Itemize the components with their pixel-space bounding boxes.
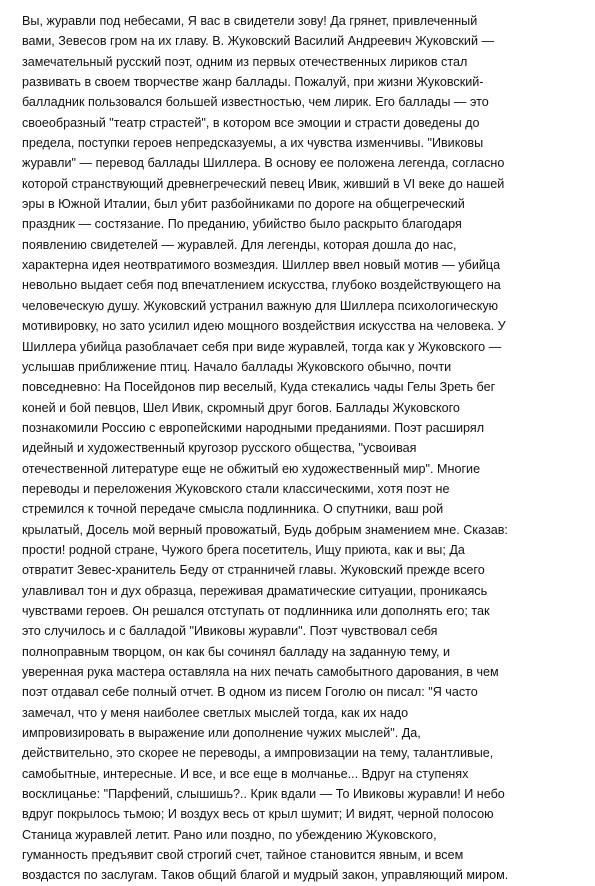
text-line: уверенная рука мастера оставляла на них печать самобытного дарования, в чем — [22, 665, 499, 679]
text-line: балладник пользовался большей известностью, чем лирик. Его баллады — это — [22, 95, 489, 110]
text-line: прости! родной стране, Чужого брега посетитель, Ищу приюта, как и вы; Да — [22, 542, 465, 557]
text-line: своеобразный "театр страстей", в котором все эмоции и страсти доведены до — [22, 115, 480, 130]
text-line: поэт отдавал себе полный отчет. В одном из писем Гоголю он писал: "Я часто — [22, 685, 478, 700]
text-line: предела, поступки героев непредсказуемы, а их чувства изменчивы. "Ивиковы — [22, 136, 484, 151]
text-line: стремился к точной передаче смысла подлинника. О спутники, ваш рой — [22, 502, 444, 517]
text-line: появлению свидетелей — журавлей. Для легенды, которая дошла до нас, — [22, 237, 457, 252]
text-line: которой странствующий древнегреческий певец Ивик, живший в VI веке до нашей — [22, 176, 505, 191]
text-line: чувствами героев. Он решался отступать от подлинника или дополнять его; так — [22, 603, 490, 618]
text-line: невольно выдает себя под впечатлением искусства, глубоко воздействующего на — [22, 278, 501, 293]
text-line: самобытные, интересные. И все, и все еще в молчанье... Вдруг на ступенях — [22, 766, 469, 781]
text-line: Станица журавлей летит. Рано или поздно, по убеждению Жуковского, — [22, 827, 437, 842]
text-line: характерна идея неотвратимого возмездия. Шиллер ввел новый мотив — убийца — [22, 258, 501, 273]
text-line: гуманность предъявит свой строгий счет, тайное становится явным, и всем — [22, 848, 464, 863]
text-line: повседневно: На Посейдонов пир веселый, Куда стекались чады Гелы Зреть бег — [22, 380, 496, 395]
text-line: Шиллера убийца разоблачает себя при виде журавлей, тогда как у Жуковского — — [22, 339, 502, 354]
text-line: восклицанье: "Парфений, слышишь?.. Крик вдали — То Ивиковы журавли! И небо — [22, 787, 505, 802]
text-line: Вы, журавли под небесами, Я вас в свидетели зову! Да грянет, привлеченный — [22, 14, 478, 28]
text-line: познакомили Россию с европейскими народными преданиями. Поэт расширял — [22, 420, 485, 435]
text-line: действительно, это скорее не переводы, а импровизации на тему, талантливые, — [22, 746, 494, 761]
text-line: человеческую душу. Жуковский устранил важную для Шиллера психологическую — [22, 298, 499, 313]
text-line: импровизировать в выражение или дополнение чужих мыслей". Да, — [22, 726, 421, 741]
text-line: идейный и художественный кругозор русского общества, "усвоивая — [22, 441, 417, 456]
text-line: праздник — состязание. По преданию, убийство было раскрыто благодаря — [22, 217, 462, 232]
essay-text — [22, 11, 574, 886]
text-line: журавли" — перевод баллады Шиллера. В основу ее положена легенда, согласно — [22, 156, 505, 171]
text-line: замечательный русский поэт, одним из первых отечественных лириков стал — [22, 54, 468, 69]
text-line: вдруг покрылось тьмою; И воздух весь от крыл шумит; И видят, черной полосою — [22, 807, 494, 822]
text-line: развивать в своем творчестве жанр баллады. Пожалуй, при жизни Жуковский- — [22, 75, 484, 90]
text-line: полноправным творцом, он как бы сочинял балладу на заданную тему, и — [22, 644, 451, 659]
text-line: воздастся по заслугам. Таков общий благой и мудрый закон, управляющий миром. — [22, 868, 509, 883]
text-line: мотивировку, но зато усилил идею мощного воздействия искусства на человека. У — [22, 319, 506, 334]
text-line: крылатый, Досель мой верный провожатый, Будь добрым знамением мне. Сказав: — [22, 522, 508, 537]
text-line: это случилось и с балладой "Ивиковы журавли". Поэт чувствовал себя — [22, 624, 438, 639]
text-line: отвратит Зевес-хранитель Беду от странничей главы. Жуковский прежде всего — [22, 563, 485, 578]
text-line: переводы и переложения Жуковского стали классическими, хотя поэт не — [22, 481, 450, 496]
text-line: вами, Зевесов гром на их главу. В. Жуковский Василий Андреевич Жуковский — — [22, 34, 495, 49]
text-line: эры в Южной Италии, был убит разбойниками по дороге на общегреческий — [22, 197, 465, 212]
text-line: услышав приближение птиц. Начало баллады Жуковского обычно, почти — [22, 359, 452, 374]
text-line: коней и бой певцов, Шел Ивик, скромный друг богов. Баллады Жуковского — [22, 400, 460, 415]
text-line: замечал, что у меня наиболее светлых мыслей тогда, как их надо — [22, 705, 409, 720]
text-line: отечественной литературе еще не обжитый ею художественный мир". Многие — [22, 461, 481, 476]
text-line: улавливал тон и дух образца, переживая драматические ситуации, проникаясь — [22, 583, 488, 598]
